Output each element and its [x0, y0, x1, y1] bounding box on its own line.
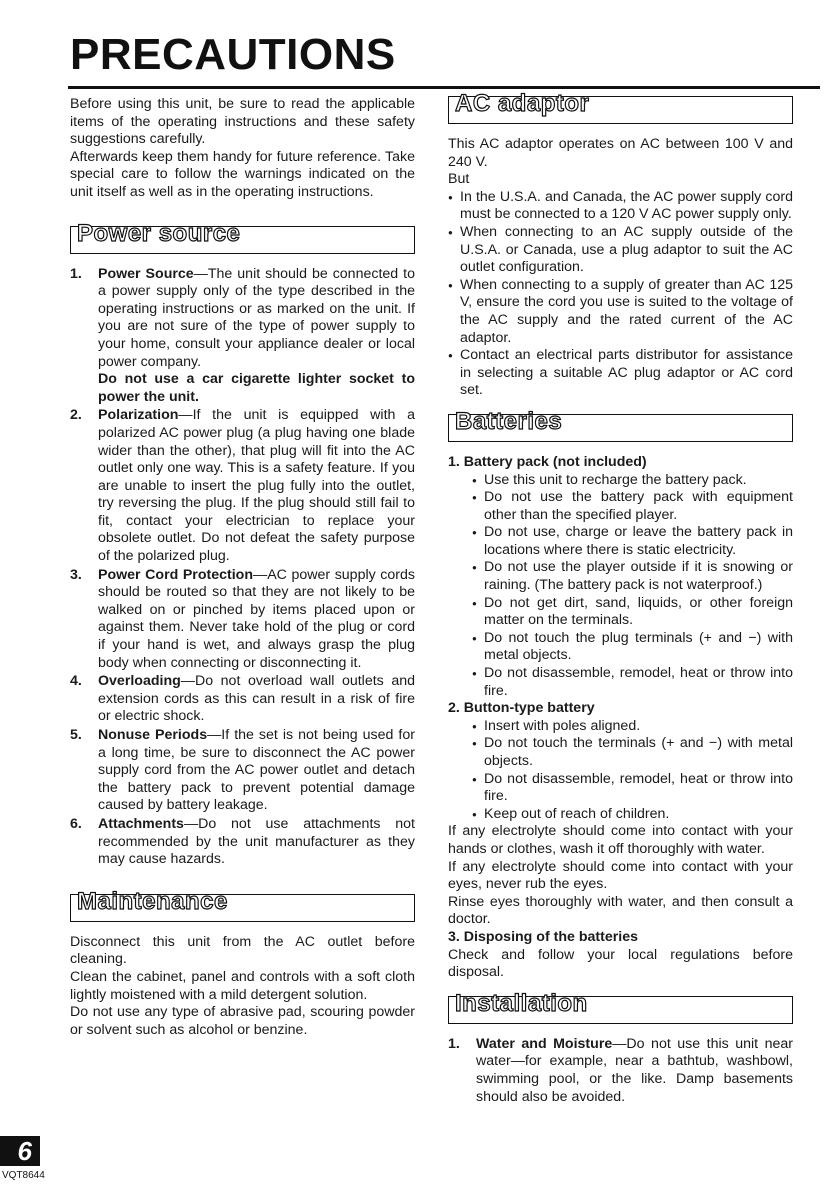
ac-adaptor-intro: This AC adaptor operates on AC between 100 V and 240 V.	[448, 136, 793, 170]
list-item: 6. Attachments—Do not use attachments not recommended by the unit manufacturer as they may cause hazards.	[70, 815, 415, 868]
list-item: ● Keep out of reach of children.	[472, 806, 793, 824]
list-item: 4. Overloading—Do not overload wall outlets and extension cords as this can result in a risk of fire or electric shock.	[70, 673, 415, 725]
document-code: VQT8644	[2, 1170, 45, 1181]
section-heading-box	[70, 219, 415, 254]
maintenance-paragraph: Clean the cabinet, panel and controls with a soft cloth lightly moistened with a mild detergent solution.	[70, 968, 415, 1003]
power-source-list	[70, 266, 415, 869]
installation-heading: Installation	[455, 989, 588, 1017]
ac-adaptor-heading: AC adaptor	[455, 90, 590, 117]
section-heading-box	[448, 407, 793, 442]
list-item: ● Insert with poles aligned.	[472, 718, 793, 736]
electrolyte-paragraph: Rinse eyes thoroughly with water, and then consult a doctor.	[448, 893, 793, 928]
list-item: ● Do not get dirt, sand, liquids, or other foreign matter on the terminals.	[472, 595, 793, 630]
section-heading-box	[448, 90, 793, 124]
list-item: ● Do not disassemble, remodel, heat or throw into fire.	[472, 665, 793, 700]
title-rule	[68, 86, 820, 89]
left-column	[70, 96, 415, 1039]
ac-adaptor-but: But	[448, 171, 470, 188]
list-item: 1. Water and Moisture—Do not use this unit near water—for example, near a bathtub, washbowl, swimming pool, or the like. Damp basements should also be avoided.	[448, 1035, 793, 1105]
list-item: ● Do not use, charge or leave the battery pack in locations where there is static electricity.	[472, 524, 793, 559]
maintenance-paragraph: Do not use any type of abrasive pad, scouring powder or solvent such as alcohol or benzine.	[70, 1004, 415, 1038]
list-item: ● Do not use the battery pack with equipment other than the specified player.	[472, 489, 793, 524]
electrolyte-paragraph: If any electrolyte should come into contact with your hands or clothes, wash it off thoroughly with water.	[448, 823, 793, 857]
power-source-heading: Power source	[77, 219, 241, 247]
list-item: ● Do not use the player outside if it is snowing or raining. (The battery pack is not waterproof.)	[472, 559, 793, 594]
list-item: ● Do not touch the plug terminals (+ and −) with metal objects.	[472, 630, 793, 665]
disposing-paragraph: Check and follow your local regulations before disposal.	[448, 946, 793, 981]
page-title: PRECAUTIONS	[70, 30, 396, 79]
list-item: ● When connecting to an AC supply outside of the U.S.A. or Canada, use a plug adaptor to suit the AC outlet configuration.	[448, 224, 793, 277]
section-heading-box	[70, 887, 415, 922]
disposing-title: 3. Disposing of the batteries	[448, 928, 638, 945]
list-item: ● In the U.S.A. and Canada, the AC power supply cord must be connected to a 120 V AC power supply only.	[448, 189, 793, 224]
intro-paragraph: Afterwards keep them handy for future reference. Take special care to follow the warnings indicated on the unit itself as well as in the operating instructions.	[70, 148, 415, 200]
maintenance-heading: Maintenance	[77, 887, 228, 915]
list-item: ● Use this unit to recharge the battery pack.	[472, 472, 793, 490]
list-item: 2. Polarization—If the unit is equipped with a polarized AC power plug (a plug having one blade wider than the other), that plug will fit into the AC outlet only one way. This is a safety feature. If you are unable to insert the plug fully into the outlet, try reversing the plug. If the plug should still fail to fit, contact your electrician to replace your obsolete outlet. Do not defeat the safety purpose of the polarized plug.	[70, 407, 415, 565]
list-item: ● Do not touch the terminals (+ and −) with metal objects.	[472, 735, 793, 770]
electrolyte-paragraph: If any electrolyte should come into contact with your eyes, never rub the eyes.	[448, 858, 793, 893]
installation-list	[448, 1036, 793, 1106]
list-item: 5. Nonuse Periods—If the set is not being used for a long time, be sure to disconnect the AC power supply cord from the AC power outlet and detach the battery pack to prevent potential damage caused by battery leakage.	[70, 727, 415, 814]
right-column	[448, 90, 793, 1107]
intro-paragraph: Before using this unit, be sure to read the applicable items of the operating instructions and these safety suggestions carefully.	[70, 96, 415, 148]
button-battery-title: 2. Button-type battery	[448, 700, 595, 717]
batteries-heading: Batteries	[455, 407, 563, 435]
list-item: 1. Power Source—The unit should be connected to a power supply only of the type described in the operating instructions or as marked on the unit. If you are not sure of the type of power supply to your home, consult your appliance dealer or local power company. Do not use a car cigarette lighter socket to power the unit.	[70, 265, 415, 405]
list-item: 3. Power Cord Protection—AC power supply cords should be routed so that they are not likely to be walked on or pinched by items placed upon or against them. Never take hold of the plug or cord if your hand is wet, and always grasp the plug body when connecting or disconnecting it.	[70, 566, 415, 671]
section-heading-box	[448, 989, 793, 1024]
list-item: ● When connecting to a supply of greater than AC 125 V, ensure the cord you use is suited to the voltage of the AC supply and the rated current of the AC adaptor.	[448, 277, 793, 347]
list-item: ● Contact an electrical parts distributor for assistance in selecting a suitable AC plug adaptor or AC cord set.	[448, 347, 793, 400]
battery-pack-title: 1. Battery pack (not included)	[448, 453, 647, 470]
warning-note: Do not use a car cigarette lighter socket to power the unit.	[98, 371, 415, 405]
maintenance-paragraph: Disconnect this unit from the AC outlet before cleaning.	[70, 933, 415, 968]
page-number-badge: 6	[0, 1136, 40, 1166]
list-item: ● Do not disassemble, remodel, heat or throw into fire.	[472, 771, 793, 806]
